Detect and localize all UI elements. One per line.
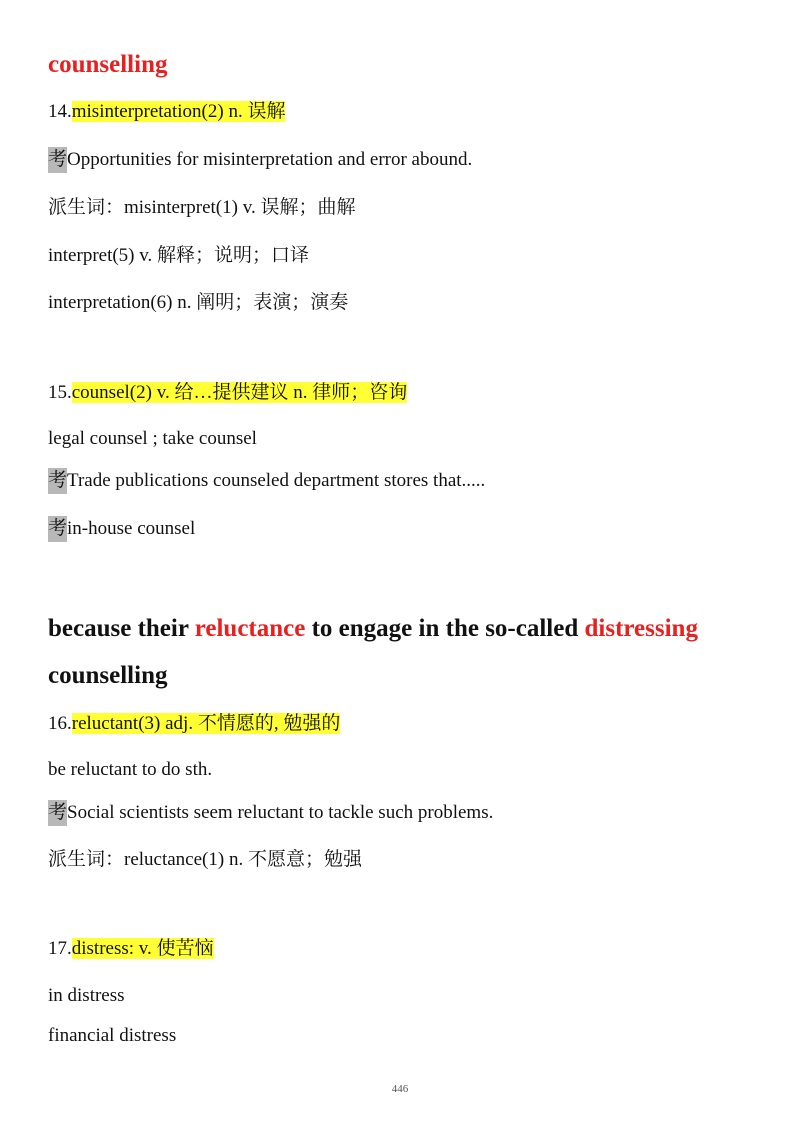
exam-tag: 考 bbox=[48, 516, 67, 542]
entry-number: 14. bbox=[48, 101, 72, 122]
entry-14-example bbox=[48, 147, 472, 173]
sentence-heading-continued: counselling bbox=[48, 662, 168, 689]
entry-17-phrase-2: financial distress bbox=[48, 1025, 177, 1046]
example-sentence: in-house counsel bbox=[67, 518, 196, 539]
entry-number: 16. bbox=[48, 713, 72, 734]
sentence-part: to engage in the so-called bbox=[305, 615, 585, 642]
page-number: 446 bbox=[391, 1083, 409, 1095]
entry-14-title bbox=[48, 99, 285, 125]
keyword-reluctance: reluctance bbox=[194, 615, 306, 642]
entry-17-title bbox=[48, 936, 214, 962]
entry-number: 17. bbox=[48, 938, 72, 959]
entry-14-related-1: interpret(5) v. 解释；说明；口译 bbox=[48, 245, 310, 266]
entry-17-phrase-1: in distress bbox=[48, 985, 125, 1006]
entry-16-title bbox=[48, 711, 340, 737]
entry-15-example-2 bbox=[48, 516, 195, 542]
sentence-part: because their bbox=[48, 615, 195, 642]
entry-14-derived: 派生词：misinterpret(1) v. 误解；曲解 bbox=[48, 197, 356, 218]
highlighted-term: misinterpretation(2) n. 误解 bbox=[71, 101, 286, 122]
exam-tag: 考 bbox=[48, 147, 67, 173]
entry-number: 15. bbox=[48, 382, 72, 403]
exam-tag: 考 bbox=[48, 468, 67, 494]
example-sentence: Trade publications counseled department stores that..... bbox=[67, 470, 486, 491]
entry-15-title bbox=[48, 380, 407, 406]
entry-16-phrase: be reluctant to do sth. bbox=[48, 759, 213, 780]
highlighted-term: reluctant(3) adj. 不情愿的, 勉强的 bbox=[71, 713, 341, 734]
entry-15-example-1 bbox=[48, 468, 485, 494]
entry-14-related-2: interpretation(6) n. 阐明；表演；演奏 bbox=[48, 292, 349, 313]
entry-15-phrases: legal counsel ; take counsel bbox=[48, 428, 257, 449]
entry-16-example bbox=[48, 800, 493, 826]
sentence-heading bbox=[48, 614, 698, 644]
highlighted-term: distress: v. 使苦恼 bbox=[71, 938, 214, 959]
heading-counselling: counselling bbox=[48, 51, 168, 78]
entry-16-derived: 派生词：reluctance(1) n. 不愿意；勉强 bbox=[48, 849, 362, 870]
exam-tag: 考 bbox=[48, 800, 67, 826]
keyword-distressing: distressing bbox=[584, 615, 698, 642]
highlighted-term: counsel(2) v. 给…提供建议 n. 律师；咨询 bbox=[71, 382, 408, 403]
example-sentence: Opportunities for misinterpretation and error abound. bbox=[67, 149, 473, 170]
example-sentence: Social scientists seem reluctant to tackle such problems. bbox=[67, 802, 494, 823]
